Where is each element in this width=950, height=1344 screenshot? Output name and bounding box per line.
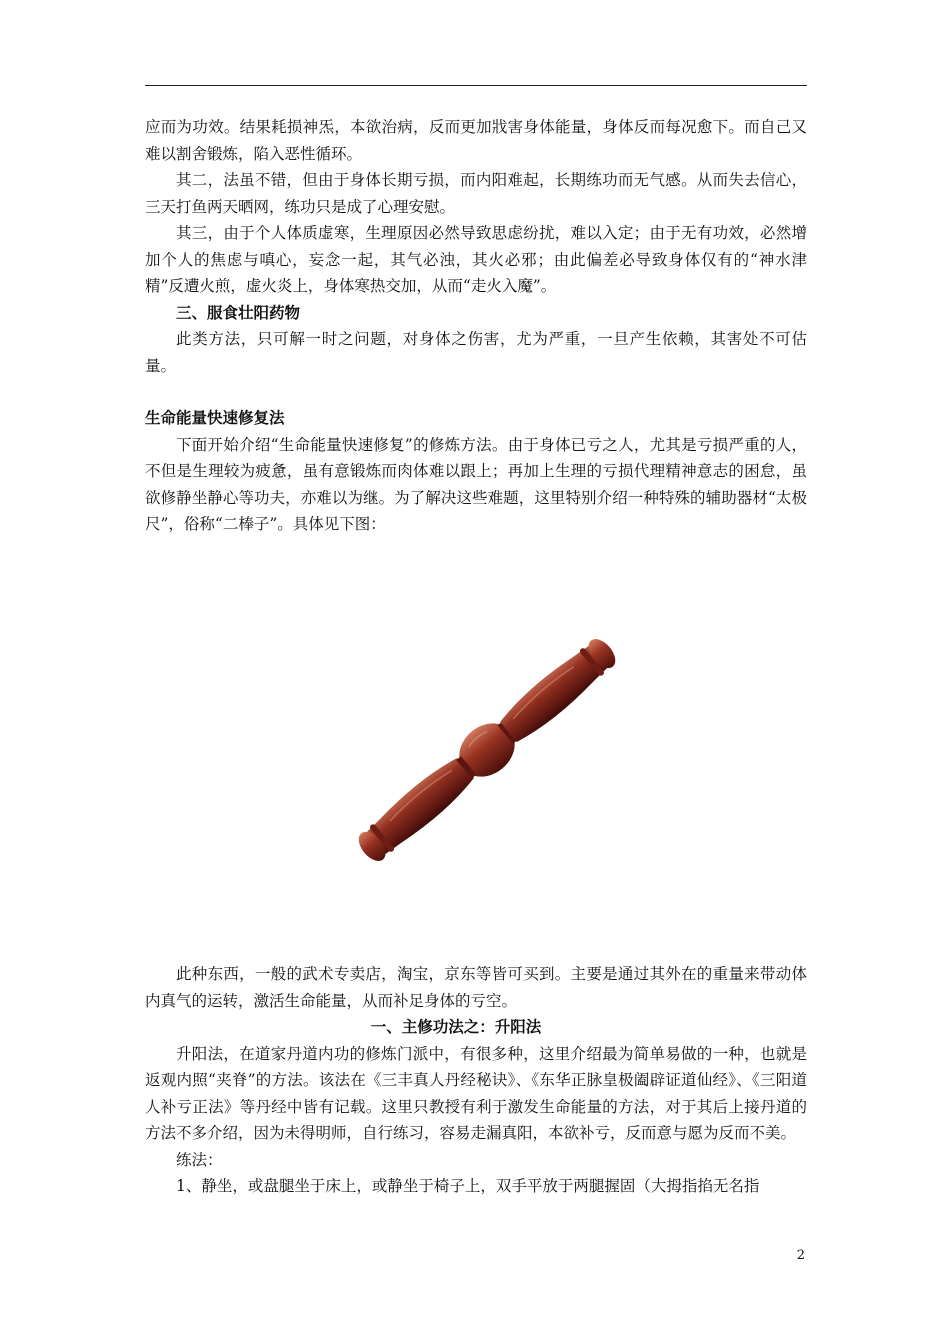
taiji-ruler-image	[322, 625, 652, 875]
paragraph-after-figure: 此种东西，一般的武术专卖店，淘宝，京东等皆可买到。主要是通过其外在的重量来带动体内真气的运转，激活生命能量，从而补足身体的亏空。	[145, 965, 807, 1010]
heading-shengyang: 一、主修功法之：升阳法	[370, 1017, 542, 1036]
step-1: 1、静坐，或盘腿坐于床上，或静坐于椅子上，双手平放于两腿握固（大拇指掐无名指	[176, 1177, 760, 1195]
paragraph-third: 其三，由于个人体质虚寒，生理原因必然导致思虑纷扰，难以入定；由于无有功效，必然增加个人的焦虑与嗔心，妄念一起，其气必浊，其火必邪；由此偏差必导致身体仅有的“神水津精”反遭火煎，虚火炎上，身体寒热交加，从而“走火入魔”。	[145, 224, 807, 295]
taiji-ruler-icon	[322, 625, 652, 875]
paragraph-shengyang: 升阳法，在道家丹道内功的修炼门派中，有很多种，这里介绍最为简单易做的一种，也就是返观内照“夹脊”的方法。该法在《三丰真人丹经秘诀》、《东华正脉皇极阖辟证道仙经》、《三阳道人补亏正法》等丹经中皆有记载。这里只教授有利于激发生命能量的方法，对于其后上接丹道的方法不多介绍，因为未得明师，自行练习，容易走漏真阳，本欲补亏，反而意与愿为反而不美。	[145, 1044, 807, 1142]
heading-medicine: 三、服食壮阳药物	[176, 302, 301, 322]
text-block-bottom	[145, 961, 807, 1200]
text-block-top	[145, 114, 807, 538]
lianfa-label: 练法：	[176, 1150, 223, 1169]
section-title: 生命能量快速修复法	[145, 408, 285, 427]
page-number: 2	[796, 1248, 805, 1263]
header-rule	[145, 85, 807, 86]
paragraph-continued: 应而为功效。结果耗损神炁，本欲治病，反而更加戕害身体能量，身体反而每况愈下。而自己又难以割舍锻炼，陷入恶性循环。	[145, 118, 807, 163]
paragraph-intro: 下面开始介绍“生命能量快速修复”的修炼方法。由于身体已亏之人，尤其是亏损严重的人，不但是生理较为疲惫，虽有意锻炼而肉体难以跟上；再加上生理的亏损代理精神意志的困怠，虽欲修静坐静心等功夫，亦难以为继。为了解决这些难题，这里特别介绍一种特殊的辅助器材“太极尺”，俗称“二棒子”。具体见下图：	[145, 435, 807, 533]
paragraph-second: 其二，法虽不错，但由于身体长期亏损，而内阳难起，长期练功而无气感。从而失去信心，三天打鱼两天晒网，练功只是成了心理安慰。	[145, 171, 807, 216]
blank-line	[145, 379, 807, 405]
paragraph-medicine: 此类方法，只可解一时之问题，对身体之伤害，尤为严重，一旦产生依赖，其害处不可估量。	[145, 330, 807, 375]
